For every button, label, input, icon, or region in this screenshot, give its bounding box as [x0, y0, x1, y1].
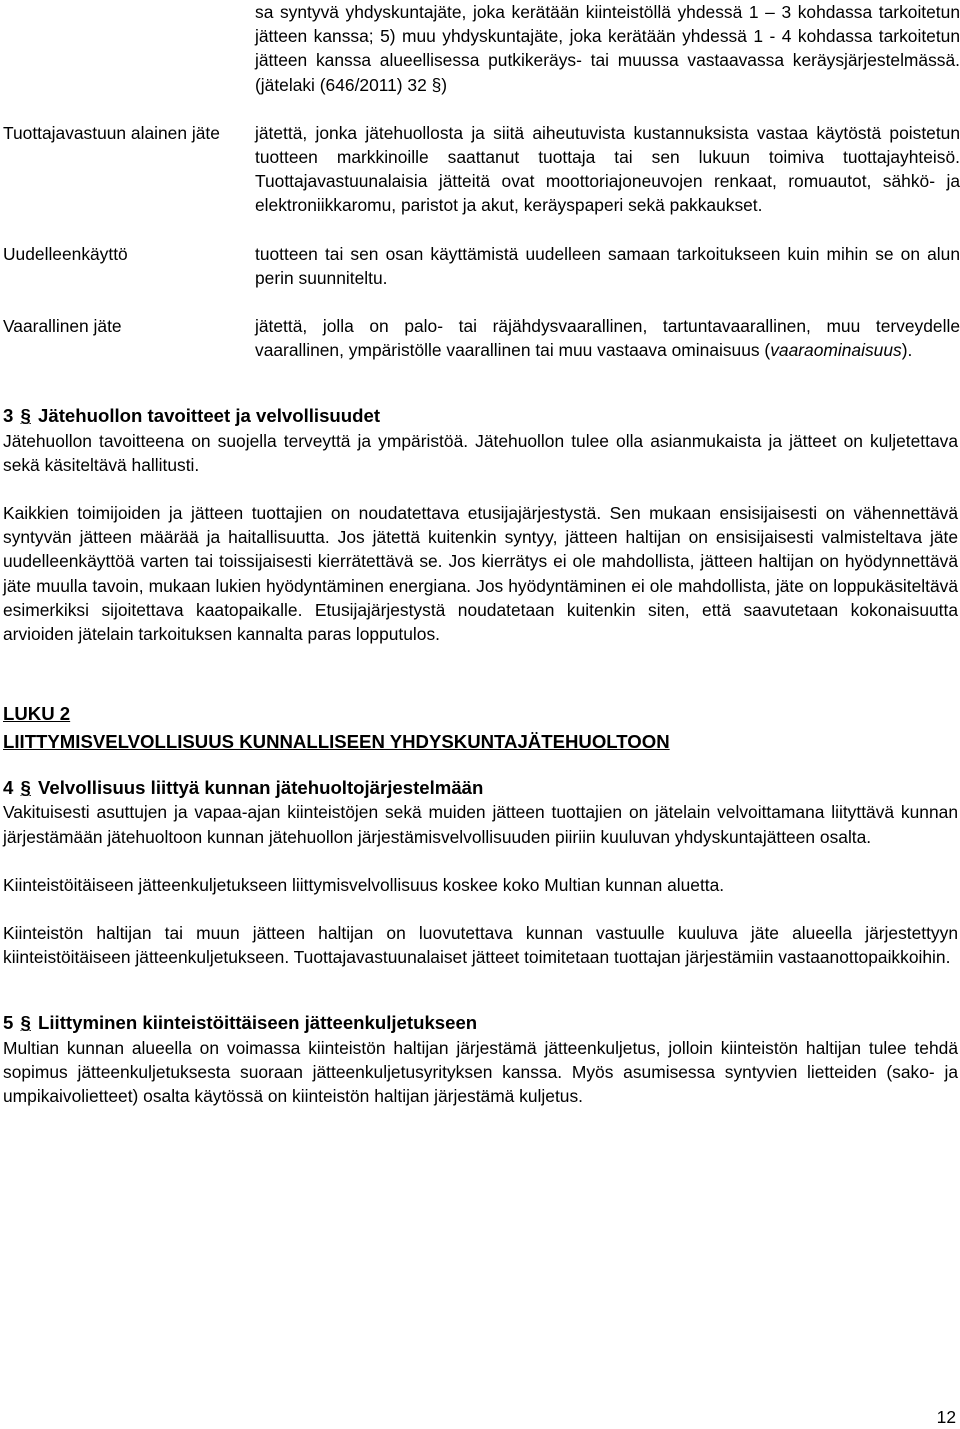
paragraph: Jätehuollon tavoitteena on suojella terveyttä ja ympäristöä. Jätehuollon tulee olla asianmukaista ja jätteet on kuljetettava sekä käsiteltävä hallitusti.: [3, 430, 958, 475]
paragraph: Vakituisesti asuttujen ja vapaa-ajan kiinteistöjen sekä muiden jätteen tuottajien on jätelain velvoittamana liityttävä kunnan järjestämään jätehuoltoon kunnan jätehuollon järjestämisvelvollisuuden piiriin kuuluvan yhdyskuntajätteen osalta.: [3, 802, 958, 847]
paragraph: Multian kunnan alueella on voimassa kiinteistön haltijan järjestämä jätteenkuljetus, jolloin kiinteistön haltijan tulee tehdä sopimus jätteenkuljetuksesta suoraan jätteenkuljetusyrityksen kanssa. Myös asumisessa syntyvien lietteiden (sako- ja umpikaivolietteet) osalta käytössä on kiinteistön haltijan järjestämä kuljetus.: [3, 1037, 958, 1107]
continuation-reference: (jätelaki (646/2011) 32 §): [255, 74, 448, 95]
definition-item: [3, 314, 958, 362]
definition-description: tuotteen tai sen osan käyttämistä uudelleen samaan tarkoitukseen kuin mihin se on alun perin suunniteltu.: [255, 243, 960, 288]
section-heading: 3 § Jätehuollon tavoitteet ja velvollisuudet: [3, 405, 381, 427]
section-symbol: §: [20, 405, 31, 427]
italic-term: vaaraominaisuus: [770, 340, 902, 361]
chapter-label: LUKU 2: [3, 703, 71, 725]
document-page: [3, 0, 958, 1108]
definition-term: Tuottajavastuun alainen jäte: [3, 122, 220, 143]
chapter-title: LIITTYMISVELVOLLISUUS KUNNALLISEEN YHDYSKUNTAJÄTEHUOLTOON: [3, 731, 670, 753]
definition-term: Uudelleenkäyttö: [3, 243, 128, 264]
definition-description: jätettä, jolla on palo- tai räjähdysvaarallinen, tartuntavaarallinen, muu terveydelle vaarallinen, ympäristölle vaarallinen tai muu vastaava ominaisuus (vaaraominaisuus).: [255, 316, 960, 361]
section-heading: 5 § Liittyminen kiinteistöittäiseen jätteenkuljetukseen: [3, 1012, 478, 1034]
section-symbol: §: [20, 1012, 31, 1034]
definition-continuation: [3, 0, 958, 97]
definition-item: [3, 121, 958, 218]
section-symbol: §: [20, 777, 31, 799]
section-heading: 4 § Velvollisuus liittyä kunnan jätehuoltojärjestelmään: [3, 777, 484, 799]
continuation-text: sa syntyvä yhdyskuntajäte, joka kerätään kiinteistöllä yhdessä 1 – 3 kohdassa tarkoitetun jätteen kanssa; 5) muu yhdyskuntajäte, joka kerätään yhdessä 1 - 4 kohdassa tarkoitetun jätteen kanssa alueellisessa putkikeräys- tai muussa vastaavassa keräysjärjestelmässä.: [255, 2, 960, 71]
paragraph: Kiinteistön haltijan tai muun jätteen haltijan on luovutettava kunnan vastuulle kuuluva jäte alueella järjestettyyn kiinteistöitäiseen jätteenkuljetukseen. Tuottajavastuunalaiset jätteet toimitetaan tuottajan järjestämiin vastaanottopaikkoihin.: [3, 923, 958, 968]
page-number: 12: [936, 1407, 956, 1427]
definition-item: [3, 242, 958, 290]
paragraph: Kaikkien toimijoiden ja jätteen tuottajien on noudatettava etusijajärjestystä. Sen mukaan ensisijaisesti on vähennettävä syntyvän jätteen määrää ja haitallisuutta. Jos jätettä kuitenkin syntyy, jätteen haltijan on ensisijaisesti valmisteltava jäte uudelleenkäyttöä varten tai toissijaisesti kierrätettävä se. Jos kierrätys ei ole mahdollista, jätteen haltijan on hyödynnettävä jäte muulla tavoin, mukaan lukien hyödyntäminen energiana. Jos hyödyntäminen ei ole mahdollista, jäte on loppukäsiteltävä esimerkiksi sijoitettava kaatopaikalle. Etusijajärjestystä noudatetaan kuitenkin siten, että saavutetaan kokonaisuutta arvioiden jätelain tarkoituksen kannalta paras lopputulos.: [3, 503, 958, 645]
paragraph: Kiinteistöitäiseen jätteenkuljetukseen liittymisvelvollisuus koskee koko Multian kunnan aluetta.: [3, 874, 725, 895]
definition-description: jätettä, jonka jätehuollosta ja siitä aiheutuvista kustannuksista vastaa käytöstä poistetun tuotteen markkinoille saattanut tuottaja tai sen lukuun toimiva tuottajayhteisö. Tuottajavastuunalaisia jätteitä ovat moottoriajoneuvojen renkaat, romuautot, sähkö- ja elektroniikkaromu, paristot ja akut, keräyspaperi sekä pakkaukset.: [255, 122, 960, 216]
definition-term: Vaarallinen jäte: [3, 316, 122, 337]
